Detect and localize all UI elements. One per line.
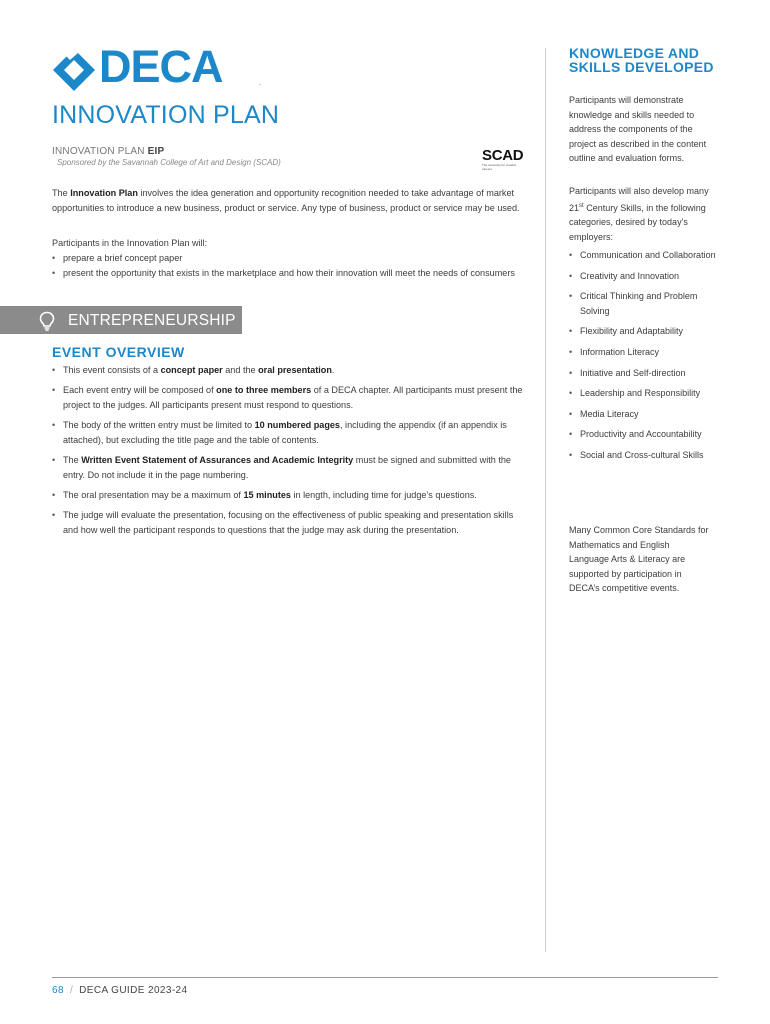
participants-section bbox=[52, 236, 522, 281]
list-item: • present the opportunity that exists in the marketplace and how their innovation will meet the needs of consumers bbox=[52, 266, 522, 281]
scad-logo bbox=[482, 148, 526, 171]
list-item: • Each event entry will be composed of one to three members of a DECA chapter. All participants must present the project to the judges. All participants present must respond to questions. bbox=[52, 383, 527, 413]
list-item: • The body of the written entry must be limited to 10 numbered pages, including the appendix (if an appendix is attached), but excluding the title page and the table of contents. bbox=[52, 418, 527, 448]
scad-tagline: The university for creative careers bbox=[482, 163, 517, 171]
sidebar-paragraph: Many Common Core Standards for Mathematics and English Language Arts & Literacy are supported by participation in DECA’s competitive events. bbox=[569, 525, 709, 594]
list-item: • Communication and Collaboration bbox=[569, 248, 717, 263]
list-item: • Information Literacy bbox=[569, 345, 717, 360]
page-number: 68 bbox=[52, 985, 64, 996]
list-item: • Critical Thinking and Problem Solving bbox=[569, 289, 717, 318]
column-divider bbox=[545, 48, 546, 952]
list-item: • The oral presentation may be a maximum of 15 minutes in length, including time for judge’s questions. bbox=[52, 488, 527, 503]
deca-logo bbox=[52, 41, 272, 92]
list-item: • Initiative and Self-direction bbox=[569, 366, 717, 381]
footer bbox=[52, 985, 187, 996]
footer-separator: / bbox=[69, 985, 74, 996]
event-overview-heading: EVENT OVERVIEW bbox=[52, 344, 185, 360]
sidebar-paragraph: Participants will also develop many 21st Century Skills, in the following categories, desired by today’s employers: bbox=[569, 186, 709, 242]
intro-text-bold: Innovation Plan bbox=[70, 188, 138, 198]
event-code-line bbox=[52, 146, 164, 157]
list-item: • Media Literacy bbox=[569, 407, 717, 422]
list-item: • Flexibility and Adaptability bbox=[569, 324, 717, 339]
intro-text-pre: The bbox=[52, 188, 71, 198]
list-item: • The Written Event Statement of Assurances and Academic Integrity must be signed and submitted with the entry. Do not include it in the page numbering. bbox=[52, 453, 527, 483]
sidebar-paragraph: Participants will demonstrate knowledge and skills needed to address the components of the project as described in the content outline and evaluation forms. bbox=[569, 95, 707, 164]
list-item: • This event consists of a concept paper and the oral presentation. bbox=[52, 363, 527, 378]
sidebar-heading: KNOWLEDGE AND SKILLS DEVELOPED bbox=[569, 45, 714, 75]
participants-list bbox=[52, 251, 522, 281]
list-item: • Leadership and Responsibility bbox=[569, 386, 717, 401]
sponsor-text: Sponsored by the Savannah College of Art and Design (SCAD) bbox=[57, 158, 281, 167]
event-overview-list bbox=[52, 363, 527, 543]
scad-wordmark: SCAD bbox=[482, 147, 524, 164]
intro-text-post: involves the idea generation and opportunity recognition needed to take advantage of market opportunities to introduce a new business, product or service. Any type of business, product or service may be used. bbox=[52, 188, 520, 213]
page-title: INNOVATION PLAN bbox=[52, 101, 280, 129]
footer-rule bbox=[52, 977, 718, 978]
skills-list bbox=[569, 248, 717, 469]
list-item: • Productivity and Accountability bbox=[569, 427, 717, 442]
list-item: • prepare a brief concept paper bbox=[52, 251, 522, 266]
intro-paragraph bbox=[52, 186, 522, 216]
deca-diamond-icon bbox=[52, 48, 96, 92]
event-code: EIP bbox=[147, 146, 165, 157]
list-item: • Creativity and Innovation bbox=[569, 269, 717, 284]
banner-label: ENTREPRENEURSHIP bbox=[68, 312, 236, 329]
participants-lead: Participants in the Innovation Plan will: bbox=[52, 238, 208, 248]
logo-mark: . bbox=[259, 78, 262, 87]
list-item: • Social and Cross-cultural Skills bbox=[569, 448, 717, 463]
event-name: INNOVATION PLAN bbox=[52, 146, 145, 157]
list-item: • The judge will evaluate the presentation, focusing on the effectiveness of public speaking and presentation skills and how well the participant responds to questions that the judge may ask during the presentation. bbox=[52, 508, 527, 538]
guide-title: DECA GUIDE 2023-24 bbox=[79, 985, 188, 996]
logo-wordmark: DECA bbox=[99, 41, 223, 92]
career-cluster-banner bbox=[0, 306, 242, 334]
lightbulb-icon bbox=[38, 311, 56, 331]
